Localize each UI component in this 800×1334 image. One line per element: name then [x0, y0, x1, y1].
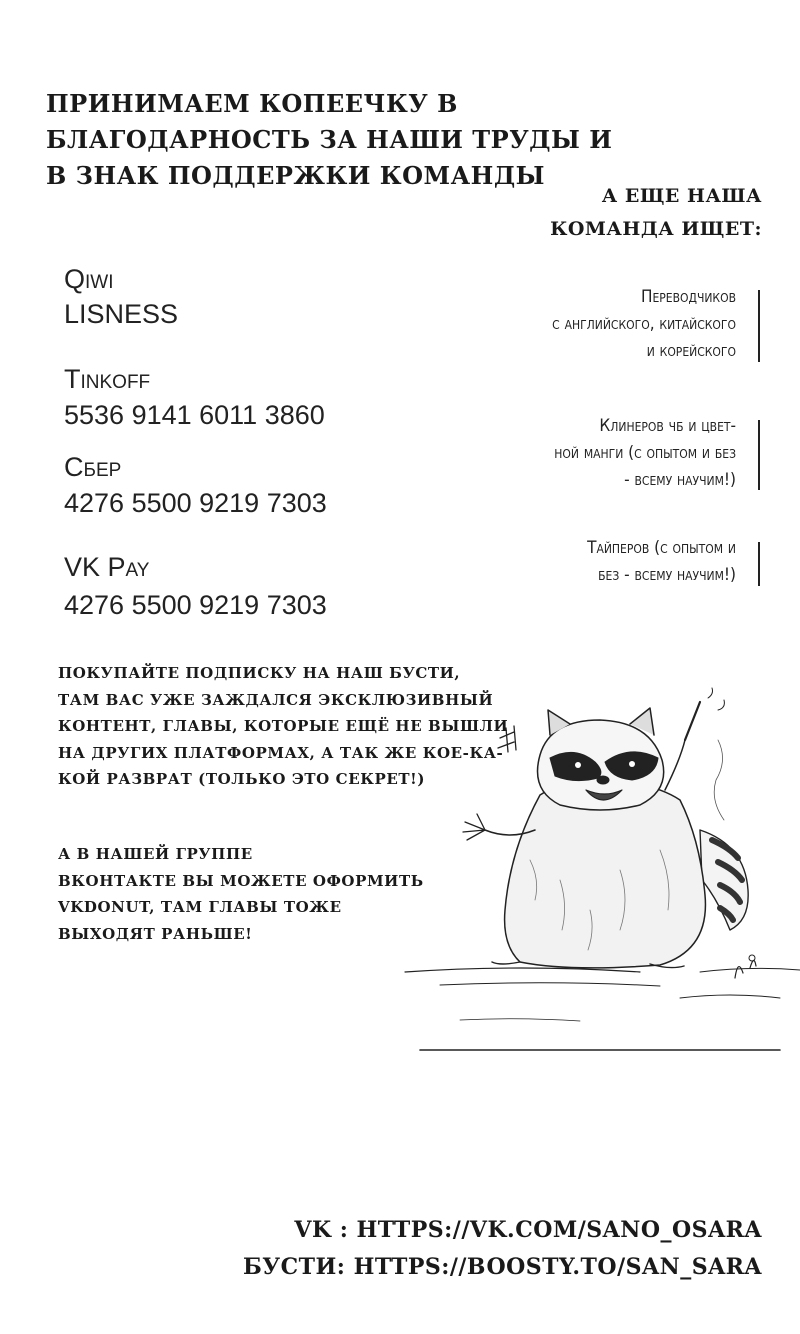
- vacancy-cleaners-line-2: ной манги (с опытом и без: [554, 443, 736, 463]
- boosty-promo-line-4: НА ДРУГИХ ПЛАТФОРМАХ, А ТАК ЖЕ КОЕ-КА-: [58, 743, 504, 762]
- payment-value-vkpay: 4276 5500 9219 7303: [64, 590, 327, 620]
- page-title-line-2: БЛАГОДАРНОСТЬ ЗА НАШИ ТРУДЫ И: [46, 125, 613, 154]
- vacancy-translators-line-1: Переводчиков: [640, 287, 736, 307]
- social-links: [243, 1212, 762, 1286]
- vacancy-cleaners: [554, 413, 736, 494]
- boosty-promo-line-5: КОЙ РАЗВРАТ (ТОЛЬКО ЭТО СЕКРЕТ!): [58, 770, 426, 788]
- music-squiggle: [714, 740, 724, 820]
- ripple-line-5: [460, 1019, 580, 1021]
- payment-value-sber: 4276 5500 9219 7303: [64, 488, 327, 518]
- raccoon-illustration: [400, 680, 800, 1060]
- payment-value-qiwi: LISNESS: [64, 299, 179, 329]
- team-search-title-line-2: КОМАНДА ИЩЕТ:: [550, 218, 762, 240]
- raccoon-left-paw: [463, 814, 485, 840]
- vkdonut-promo-line-4: ВЫХОДЯТ РАНЬШЕ!: [58, 924, 253, 943]
- conductor-baton: [685, 702, 700, 740]
- payment-label-tinkoff: Tinkoff: [64, 364, 151, 394]
- vacancy-divider-1: [758, 290, 760, 362]
- page-title: [46, 86, 613, 194]
- vkdonut-promo-line-2: ВКОНТАКТЕ ВЫ МОЖЕТЕ ОФОРМИТЬ: [58, 871, 424, 890]
- boosty-link[interactable]: БУСТИ: HTTPS://BOOSTY.TO/SAN_SARA: [242, 1254, 762, 1280]
- vacancy-translators-line-2: с английского, китайского: [552, 314, 736, 334]
- ripple-line-4: [680, 995, 780, 998]
- ripple-line-3: [700, 968, 800, 972]
- payment-value-tinkoff: 5536 9141 6011 3860: [64, 400, 325, 430]
- vacancy-cleaners-line-1: Клинеров чб и цвет-: [599, 416, 736, 436]
- team-search-title-line-1: А ЕЩЕ НАША: [601, 185, 762, 207]
- vacancy-typers-line-2: без - всему научим!): [598, 565, 736, 585]
- vkdonut-promo-line-1: А В НАШЕЙ ГРУППЕ: [58, 845, 253, 863]
- boosty-promo-line-3: КОНТЕНТ, ГЛАВЫ, КОТОРЫЕ ЕЩЁ НЕ ВЫШЛИ: [58, 717, 509, 735]
- ripple-line-2: [440, 983, 660, 986]
- splash-drop: [749, 955, 755, 961]
- ripple-line-1: [405, 968, 640, 972]
- vacancy-cleaners-line-3: - всему научим!): [624, 470, 736, 490]
- vkdonut-promo-text: [58, 841, 424, 947]
- raccoon-eye-right: [629, 761, 635, 767]
- vacancy-typers-line-1: Тайперов (с опытом и: [587, 538, 736, 558]
- motion-marks: [708, 688, 724, 710]
- page-title-line-1: ПРИНИМАЕМ КОПЕЕЧКУ В: [46, 89, 458, 118]
- vk-link[interactable]: VK : HTTPS://VK.COM/SANO_OSARA: [294, 1217, 762, 1243]
- payment-label-qiwi: Qiwi: [64, 264, 114, 294]
- raccoon-eye-left: [575, 762, 581, 768]
- vacancy-translators: [552, 284, 736, 365]
- vkdonut-promo-line-3: VKDONUT, ТАМ ГЛАВЫ ТОЖЕ: [58, 898, 342, 916]
- vacancy-divider-3: [758, 542, 760, 586]
- raccoon-right-arm: [665, 740, 685, 790]
- payment-label-sber: Сбер: [64, 452, 122, 482]
- page-title-line-3: В ЗНАК ПОДДЕРЖКИ КОМАНДЫ: [46, 161, 546, 190]
- vacancy-translators-line-3: и корейского: [646, 341, 736, 361]
- raccoon-nose: [597, 776, 609, 784]
- vacancy-typers: [587, 535, 736, 589]
- boosty-promo-line-2: ТАМ ВАС УЖЕ ЗАЖДАЛСЯ ЭКСКЛЮЗИВНЫЙ: [58, 690, 494, 709]
- team-search-title: [502, 180, 762, 246]
- vacancy-divider-2: [758, 420, 760, 490]
- payment-label-vkpay: VK Pay: [64, 552, 150, 582]
- excitement-marks: [498, 726, 516, 752]
- boosty-promo-line-1: ПОКУПАЙТЕ ПОДПИСКУ НА НАШ БУСТИ,: [58, 664, 461, 682]
